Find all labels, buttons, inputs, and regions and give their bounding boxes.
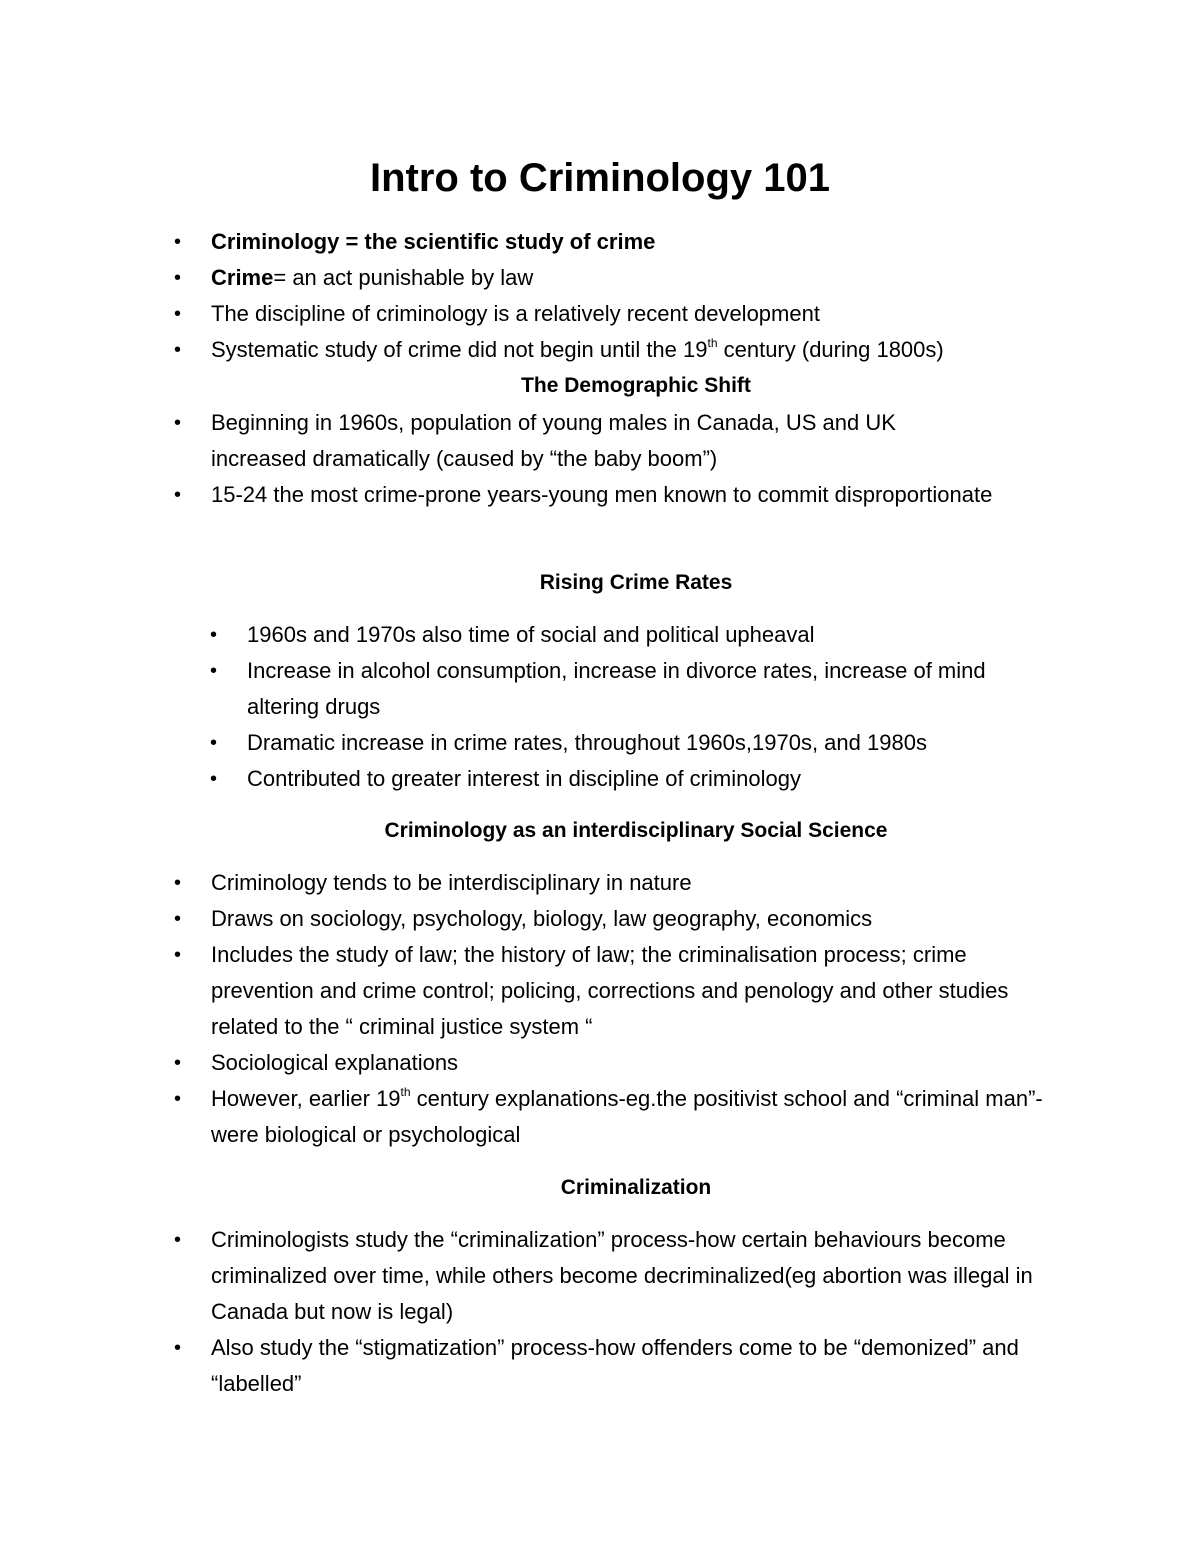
page-title: Intro to Criminology 101 (369, 156, 831, 200)
definition-criminology: Criminology = the scientific study of crime (211, 229, 656, 254)
definition-crime-text: = an act punishable by law (273, 265, 534, 290)
bullet-icon: • (174, 944, 182, 966)
list-item-text: Also study the “stigmatization” process-how offenders come to be “demonized” and “labelled” (211, 1335, 1019, 1396)
bullet-icon: • (174, 303, 182, 325)
definition-term-crime: Crime (211, 265, 274, 290)
bullet-icon: • (210, 732, 218, 754)
list-item (174, 260, 1174, 296)
superscript: th (707, 335, 718, 350)
list-item (174, 332, 1174, 368)
list-item-text: Criminology tends to be interdisciplinary in nature (211, 870, 692, 895)
list-item-text: However, earlier 19 (211, 1086, 401, 1111)
bullet-icon: • (174, 1337, 182, 1359)
bullet-icon: • (174, 872, 182, 894)
list-item-text: The discipline of criminology is a relatively recent development (211, 301, 820, 326)
list-item (210, 653, 1050, 725)
list-item-text: Dramatic increase in crime rates, throughout 1960s,1970s, and 1980s (247, 730, 927, 755)
list-item-text: century explanations-eg.the positivist school and “criminal man”- were biological or psychological (211, 1086, 1043, 1147)
section-heading-rising-crime: Rising Crime Rates (539, 571, 733, 594)
list-item (174, 477, 994, 513)
section-heading-interdisciplinary: Criminology as an interdisciplinary Social Science (384, 819, 888, 842)
bullet-icon: • (174, 484, 182, 506)
list-item (174, 224, 1174, 260)
intro-list (174, 224, 1174, 368)
list-item (210, 725, 1050, 761)
list-item (174, 937, 1069, 1045)
bullet-icon: • (174, 1088, 182, 1110)
list-item (174, 1081, 1069, 1153)
section-heading-demographic: The Demographic Shift (521, 374, 751, 397)
bullet-icon: • (174, 267, 182, 289)
list-item-text: Criminologists study the “criminalization” process-how certain behaviours become criminalized over time, while others become decriminalized(eg abortion was illegal in Canada but now is legal) (211, 1227, 1033, 1324)
criminalization-list (174, 1222, 1069, 1402)
bullet-icon: • (210, 624, 218, 646)
bullet-icon: • (174, 412, 182, 434)
bullet-icon: • (174, 908, 182, 930)
list-item-text: Systematic study of crime did not begin until the 19 (211, 337, 708, 362)
interdisciplinary-list (174, 865, 1069, 1153)
list-item (174, 296, 1174, 332)
list-item-text: Draws on sociology, psychology, biology, law geography, economics (211, 906, 873, 931)
bullet-icon: • (210, 660, 218, 682)
list-item-text: Includes the study of law; the history of law; the criminalisation process; crime prevention and crime control; policing, corrections and penology and other studies related to the “ criminal justice system “ (211, 942, 1009, 1039)
demographic-list (174, 405, 994, 513)
list-item (174, 1330, 1069, 1402)
superscript: th (400, 1084, 411, 1099)
list-item-text: Contributed to greater interest in discipline of criminology (247, 766, 801, 791)
bullet-icon: • (174, 231, 182, 253)
list-item-text: Increase in alcohol consumption, increase in divorce rates, increase of mind altering drugs (247, 658, 986, 719)
list-item-text: 15-24 the most crime-prone years-young men known to commit disproportionate (211, 482, 993, 507)
bullet-icon: • (174, 1052, 182, 1074)
bullet-icon: • (174, 339, 182, 361)
list-item (174, 405, 994, 477)
list-item-text: 1960s and 1970s also time of social and political upheaval (247, 622, 815, 647)
list-item (174, 1222, 1069, 1330)
rising-crime-list (210, 617, 1050, 797)
list-item (174, 901, 1069, 937)
list-item (174, 865, 1069, 901)
section-heading-criminalization: Criminalization (560, 1176, 712, 1199)
list-item (210, 761, 1050, 797)
list-item-text: Beginning in 1960s, population of young males in Canada, US and UK increased dramatically (caused by “the baby boom”) (211, 410, 896, 471)
bullet-icon: • (210, 768, 218, 790)
list-item-text: century (during 1800s) (717, 337, 944, 362)
list-item (210, 617, 1050, 653)
list-item-text: Sociological explanations (211, 1050, 459, 1075)
list-item (174, 1045, 1069, 1081)
bullet-icon: • (174, 1229, 182, 1251)
